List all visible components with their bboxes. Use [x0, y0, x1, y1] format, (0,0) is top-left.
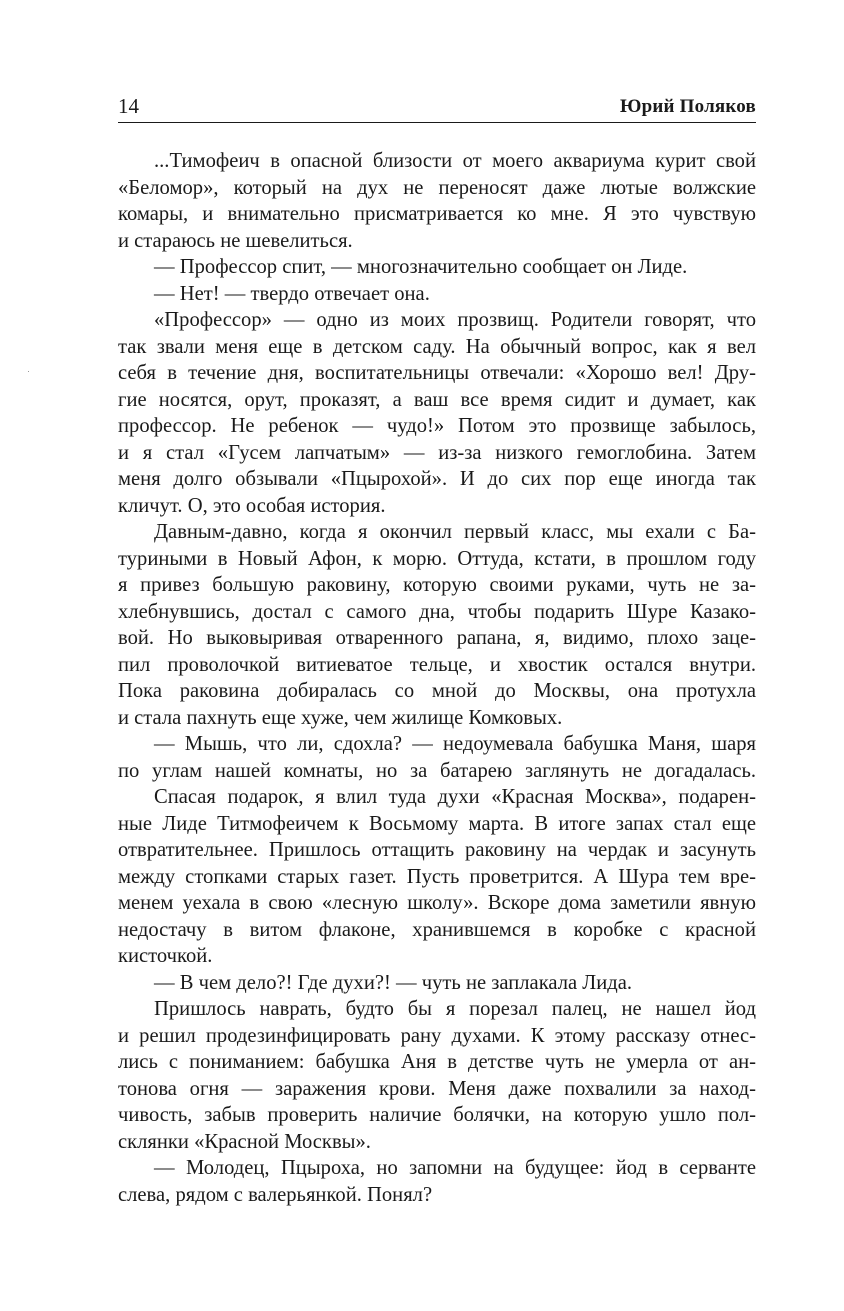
text-line: гие носятся, орут, проказят, а ваш все время сидит и думает, как [118, 388, 756, 411]
text-line: «Беломор», который на дух не переносят даже лютые волжские [118, 176, 756, 199]
page-header [118, 92, 756, 123]
text-line: и решил продезинфицировать рану духами. К этому рассказу отнес- [118, 1024, 756, 1047]
text-line: меня долго обзывали «Пцырохой». И до сих пор еще иногда так [118, 468, 756, 490]
text-line: и стала пахнуть еще хуже, чем жилище Комковых. [118, 706, 563, 729]
text-line: — Профессор спит, — многозначительно сообщает он Лиде. [154, 256, 688, 278]
text-line: профессор. Не ребенок — чудо!» Потом это прозвище забылось, [118, 415, 756, 437]
text-line: отвратительнее. Пришлось оттащить раковину на чердак и засунуть [118, 839, 756, 861]
text-line: Пока раковина добиралась со мной до Москвы, она протухла [118, 680, 756, 702]
text-line: менем уехала в свою «лесную школу». Вскоре дома заметили явную [118, 892, 756, 914]
text-line: ные Лиде Титмофеичем к Восьмому марта. В итоге запах стал еще [118, 812, 756, 835]
text-line: кличут. О, это особая история. [118, 494, 386, 517]
text-line: я привез большую раковину, которую своими руками, чуть не за- [118, 574, 756, 596]
text-line: пил проволочкой витиеватое тельце, и хвостик остался внутри. [118, 653, 756, 676]
scan-speck [28, 371, 29, 372]
text-line: так звали меня еще в детском саду. На обычный вопрос, как я вел [118, 335, 756, 358]
text-line: ...Тимофеич в опасной близости от моего аквариума курит свой [154, 150, 756, 172]
text-line: — В чем дело?! Где духи?! — чуть не заплакала Лида. [154, 971, 633, 994]
text-line: вой. Но выковыривая отваренного рапана, я, видимо, плохо зацe- [118, 627, 756, 649]
text-line: — Молодец, Пцыроха, но запомни на будущее: йод в серванте [154, 1157, 756, 1179]
text-line: и я стал «Гусем лапчатым» — из-за низкого гемоглобина. Затем [118, 441, 756, 464]
page-number: 14 [118, 94, 139, 118]
text-line: — Нет! — твердо отвечает она. [154, 282, 430, 305]
text-line: Давным-давно, когда я окончил первый класс, мы ехали с Ба- [154, 521, 756, 543]
text-line: комары, и внимательно присматривается ко мне. Я это чувствую [118, 203, 756, 225]
text-line: туриными в Новый Афон, к морю. Оттуда, кстати, в прошлом году [118, 547, 756, 570]
text-line: — Мышь, что ли, сдохла? — недоумевала бабушка Маня, шаря [154, 733, 756, 755]
text-line: чивость, забыв проверить наличие болячки, на которую ушло пол- [118, 1104, 756, 1126]
text-line: кисточкой. [118, 945, 213, 967]
text-line: Пришлось наврать, будто бы я порезал палец, не нашел йод [154, 998, 756, 1020]
text-line: Спасая подарок, я влил туда духи «Красная Москва», подарен- [154, 786, 756, 808]
text-line: между стопками старых газет. Пусть проветрится. А Шура тем вре- [118, 865, 756, 888]
text-line: и стараюсь не шевелиться. [118, 229, 353, 252]
text-line: лись с пониманием: бабушка Аня в детстве чуть не умерла от ан- [118, 1051, 756, 1073]
text-line: склянки «Красной Москвы». [118, 1130, 371, 1153]
text-line: «Профессор» — одно из моих прозвищ. Родители говорят, что [154, 309, 756, 331]
text-line: себя в течение дня, воспитательницы отвечали: «Хорошо вел! Дру- [118, 362, 756, 384]
text-line: слева, рядом с валерьянкой. Понял? [118, 1183, 433, 1206]
text-line: тонова огня — заражения крови. Меня даже похвалили за наход- [118, 1077, 756, 1100]
text-line: хлебнувшись, достал с самого дна, чтобы подарить Шуре Казако- [118, 600, 756, 623]
text-line: недостачу в витом флаконе, хранившемся в коробке с красной [118, 918, 756, 941]
running-head-author: Юрий Поляков [620, 96, 756, 117]
text-line: по углам нашей комнаты, но за батарею заглянуть не догадалась. [118, 759, 756, 782]
body-text [118, 148, 756, 1208]
